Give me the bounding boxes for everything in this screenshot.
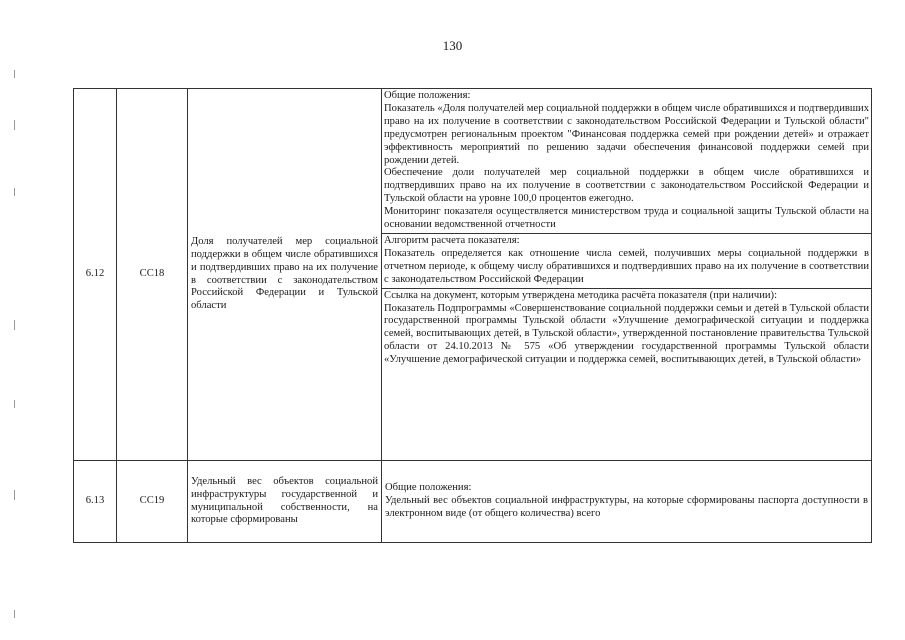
general-provisions-heading: Общие положения: [385,482,472,494]
indicator-name [188,461,382,543]
calculation-algorithm-heading: Алгоритм расчета показателя: [384,234,520,246]
methodology-reference-text: Показатель Подпрограммы «Совершенствование социальной поддержки семьи и детей в Тульской области государственной программы Тульской области «Улучшение демографической ситуации и поддержка семей, воспитывающих детей, в Тульской области», утвержденной постановление правительства Тульской области от 24.10.2013 № 575 «Об утверждении государственной программы Тульской области «Улучшение демографической ситуации и поддержка семей, воспитывающих детей, в Тульской области» [384,302,869,366]
indicator-code: СС19 [117,461,188,543]
row-number: 6.12 [74,89,117,461]
row-number: 6.13 [74,461,117,543]
indicator-name-text: Доля получателей мер социальной поддержки в общем числе обратившихся и подтвердивших право на их получение в соответствии с законодательством Российской Федерации и Тульской области [191,235,378,312]
indicator-table [73,88,872,543]
general-provisions-target: Обеспечение доли получателей мер социальной поддержки в общем числе обратившихся и подтвердивших право на их получение в соответствии с законодательством Российской Федерации и Тульской области на уровне 100,0 процентов ежегодно. [384,167,869,205]
methodology-reference-heading: Ссылка на документ, которым утверждена методика расчёта показателя (при наличии): [384,289,778,301]
general-provisions-block [382,89,871,233]
page-number: 130 [442,38,463,53]
margin-scan-marks [14,70,16,630]
general-provisions-text: Показатель «Доля получателей мер социальной поддержки в общем числе обратившихся и подтвердивших право на их получение в соответствии с законодательством Российской Федерации и Тульской области" предусмотрен региональным проектом "Финансовая поддержка семей при рождении детей» и отражает эффективность мероприятий по решению задачи обеспечения финансовой поддержки семей при рождении детей. [384,102,869,166]
indicator-code: СС18 [117,89,188,461]
general-provisions-monitoring: Мониторинг показателя осуществляется министерством труда и социальной защиты Тульской области на основании ведомственной отчетности [384,206,869,231]
methodology-reference-block [382,288,871,368]
calculation-algorithm-block [382,233,871,288]
general-provisions-text: Удельный вес объектов социальной инфраструктуры, на которые сформированы паспорта доступности в электронном виде (от общего количества) всего [385,495,868,519]
general-provisions-heading: Общие положения: [384,90,471,101]
table-row [74,89,872,461]
indicator-description [382,461,872,543]
indicator-name-text: Удельный вес объектов социальной инфраструктуры государственной и муниципальной собственности, на которые сформированы [191,475,378,526]
table-row [74,461,872,543]
indicator-name [188,89,382,461]
indicator-description [382,89,872,461]
calculation-algorithm-text: Показатель определяется как отношение числа семей, получивших меры социальной поддержки в отчетном периоде, к общему числу обратившихся и подтвердивших право на их получение в соответствии с законодательством Российской Федерации [384,247,869,285]
